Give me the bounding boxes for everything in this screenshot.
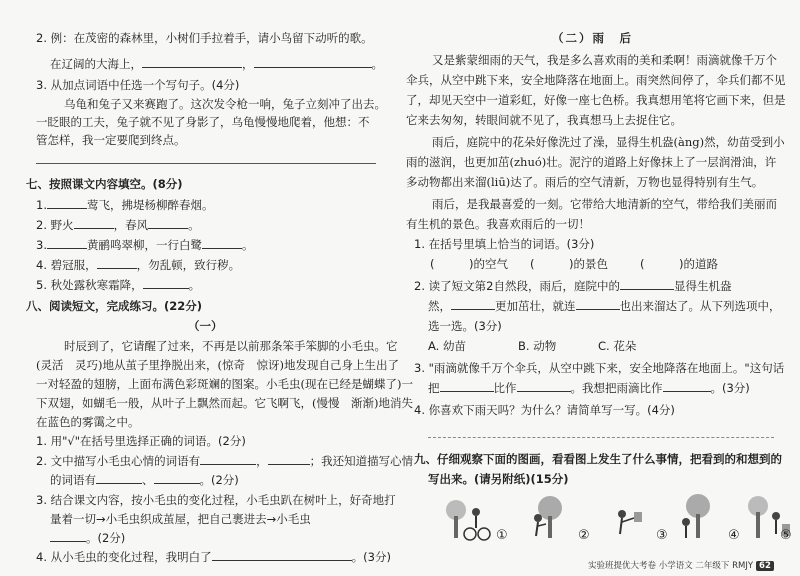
scene-3-image xyxy=(600,488,656,544)
passage-1-q3-cont: 量着一切→小毛虫织成茧屋，把自己裹进去→小毛虫 xyxy=(50,512,311,526)
passage-1-line: 在蓝色的雾霭之中。 xyxy=(36,415,140,429)
q1-option-road[interactable]: ( )的道路 xyxy=(640,257,718,271)
section-9-title: 九、仔细观察下面的图画，看看图上发生了什么事情，把看到的和想到的 xyxy=(414,452,782,466)
scene-2-image xyxy=(520,488,576,544)
answer-blank[interactable] xyxy=(620,278,674,290)
passage-1-line: (灵活 灵巧)地从茧子里挣脱出来，(惊奇 惊讶)地发现自己身上生出了 xyxy=(36,358,399,372)
answer-blank[interactable] xyxy=(47,197,87,209)
q1-option-air[interactable]: ( )的空气 xyxy=(430,257,508,271)
picture-number-5: ⑤ xyxy=(780,528,792,543)
answer-blank[interactable] xyxy=(47,237,87,249)
passage-2-line: 了，却见天空中一道彩虹，好像一座七色桥。我真想用笔将它画下来，但是 xyxy=(406,93,786,107)
passage-1-line: 一对轻盈的翅膀，上面布满色彩斑斓的图案。小毛虫(现在已经是蝴蝶了)一 xyxy=(36,377,413,391)
passage-1-q2-cont: 的词语有 、 。(2分) xyxy=(50,473,239,487)
passage-1-line: 时辰到了，它请醒了过来，不再是以前那条笨手笨脚的小毛虫。它 xyxy=(64,339,398,353)
answer-blank[interactable] xyxy=(148,217,188,229)
passage-2-line: 有生机的景色。我喜欢雨后的一切！ xyxy=(406,217,590,231)
answer-blank[interactable] xyxy=(663,380,711,392)
answer-blank[interactable] xyxy=(268,453,310,465)
s7-item-2: 2. 野火 ，春风 。 xyxy=(36,218,200,232)
q2-option-b[interactable]: B. 动物 xyxy=(518,339,557,353)
answer-blank[interactable] xyxy=(96,472,142,484)
passage-1-q1: 1. 用"√"在括号里选择正确的词语。(2分) xyxy=(36,434,246,448)
writing-line[interactable] xyxy=(428,437,774,438)
picture-number-2: ② xyxy=(578,528,590,543)
answer-blank[interactable] xyxy=(50,530,86,542)
s7-item-3: 3. 黄鹂鸣翠柳，一行白鹭 。 xyxy=(36,238,254,252)
section-7-title: 七、按照课文内容填空。(8分) xyxy=(26,177,183,191)
q2-option-a[interactable]: A. 幼苗 xyxy=(428,339,466,353)
writing-line[interactable] xyxy=(36,163,376,164)
passage-2-q4: 4. 你喜欢下雨天吗？为什么？请简单写一写。(4分) xyxy=(414,403,675,417)
s7-item-5: 5. 秋处露秋寒霜降， 。 xyxy=(36,278,201,292)
passage-2-q1: 1. 在括号里填上恰当的词语。(3分) xyxy=(414,237,595,251)
passage-2-q3-cont: 把 比作 。我想把雨滴比作 。(3分) xyxy=(428,381,750,395)
passage-1-q3-cont2: 。(2分) xyxy=(50,530,125,546)
passage-2-q3: 3. "雨滴就像千万个伞兵，从空中跳下来，安全地降落在地面上。"这句话 xyxy=(414,361,785,375)
answer-blank[interactable] xyxy=(254,56,372,68)
passage-1-q2: 2. 文中描写小毛虫心情的词语有 ， ；我还知道描写心情 xyxy=(36,454,414,468)
q3-passage-line: 一眨眼的工夫，兔子就不见了身影了，乌龟慢慢地爬着，他想：不 xyxy=(36,115,370,129)
picture-number-3: ③ xyxy=(656,528,668,543)
q2-answer-line: 在辽阔的大海上， ， 。 xyxy=(50,57,383,71)
passage-2-q2-cont: 然， 更加茁壮，就连 也出来溜达了。从下列选项中， xyxy=(428,299,781,313)
passage-2-line: 雨后，是我最喜爱的一刻。它带给大地清新的空气，带给我们美丽而 xyxy=(432,197,777,211)
passage-2-line: 雨后，庭院中的花朵好像洗过了澡，显得生机盎(àng)然，幼苗受到小 xyxy=(432,135,785,149)
answer-blank[interactable] xyxy=(143,277,189,289)
answer-blank[interactable] xyxy=(576,298,620,310)
q3-prompt: 3. 从加点词语中任选一个写句子。(4分) xyxy=(36,78,240,92)
page-footer: 实验班提优大考卷 小学语文 二年级下 RMJY 62 xyxy=(588,559,774,571)
passage-2-line: 它来去匆匆，转眼间就不见了，我真想马上去捉住它。 xyxy=(406,113,682,127)
passage-2-line: 多动物都出来溜(liū)达了。雨后的空气清新，万物也显得特别有生气。 xyxy=(406,175,764,189)
answer-blank[interactable] xyxy=(97,257,137,269)
passage-2-line: 又是紫蒙细雨的天气，我是多么喜欢雨的美和柔啊！雨滴就像千万个 xyxy=(432,53,777,67)
answer-blank[interactable] xyxy=(200,453,256,465)
answer-blank[interactable] xyxy=(74,217,114,229)
q1-option-scenery[interactable]: ( )的景色 xyxy=(530,257,608,271)
q2-option-c[interactable]: C. 花朵 xyxy=(598,339,637,353)
passage-2-q2: 2. 读了短文第2自然段，雨后，庭院中的 显得生机盎 xyxy=(414,279,732,293)
answer-blank[interactable] xyxy=(517,380,571,392)
scene-4-image xyxy=(670,488,726,544)
answer-blank[interactable] xyxy=(212,549,352,561)
answer-blank[interactable] xyxy=(440,380,494,392)
passage-2-line: 雨的滋润，也更加茁(zhuó)壮。泥泞的道路上好像抹上了一层润滑油，许 xyxy=(406,155,777,169)
picture-number-4: ④ xyxy=(728,528,740,543)
answer-blank[interactable] xyxy=(202,237,242,249)
page-number: 62 xyxy=(756,561,774,571)
section-9-title-cont: 写出来。(请另附纸)(15分) xyxy=(428,472,569,486)
right-page xyxy=(400,0,800,576)
q3-passage-line: 乌龟和兔子又来赛跑了。这次发令枪一响，兔子立刻冲了出去。 xyxy=(64,97,386,111)
passage-2-q2-cont2: 选一选。(3分) xyxy=(428,319,502,333)
answer-blank[interactable] xyxy=(154,472,200,484)
s7-item-1: 1. 莺飞，拂堤杨柳醉春烟。 xyxy=(36,198,214,212)
q2-example: 2. 例：在茂密的森林里，小树们手拉着手，请小鸟留下动听的歌。 xyxy=(36,31,373,45)
s7-item-4: 4. 碧冠服， ，勿乱顿，致行秽。 xyxy=(36,258,241,272)
scene-1-image xyxy=(442,488,498,544)
q3-passage-line: 管怎样，我一定要爬到终点。 xyxy=(36,133,186,147)
section-8-title: 八、阅读短文，完成练习。(22分) xyxy=(26,299,203,313)
part-2-title: （二）雨 后 xyxy=(552,31,633,45)
passage-1-line: 下双翅，如蝴毛一般，从叶子上飘然而起。它飞啊飞，(慢慢 渐渐)地消失 xyxy=(36,396,413,410)
picture-number-1: ① xyxy=(496,528,508,543)
answer-blank[interactable] xyxy=(451,298,495,310)
answer-blank[interactable] xyxy=(142,56,242,68)
passage-1-q4: 4. 从小毛虫的变化过程，我明白了 。(3分) xyxy=(36,550,391,564)
passage-2-line: 伞兵，从空中跳下来，安全地降落在地面上。雨突然间停了，伞兵们都不见 xyxy=(406,73,786,87)
part-1-title: （一） xyxy=(188,319,223,333)
passage-1-q3: 3. 结合课文内容，按小毛虫的变化过程，小毛虫趴在树叶上，好奇地打 xyxy=(36,493,396,507)
